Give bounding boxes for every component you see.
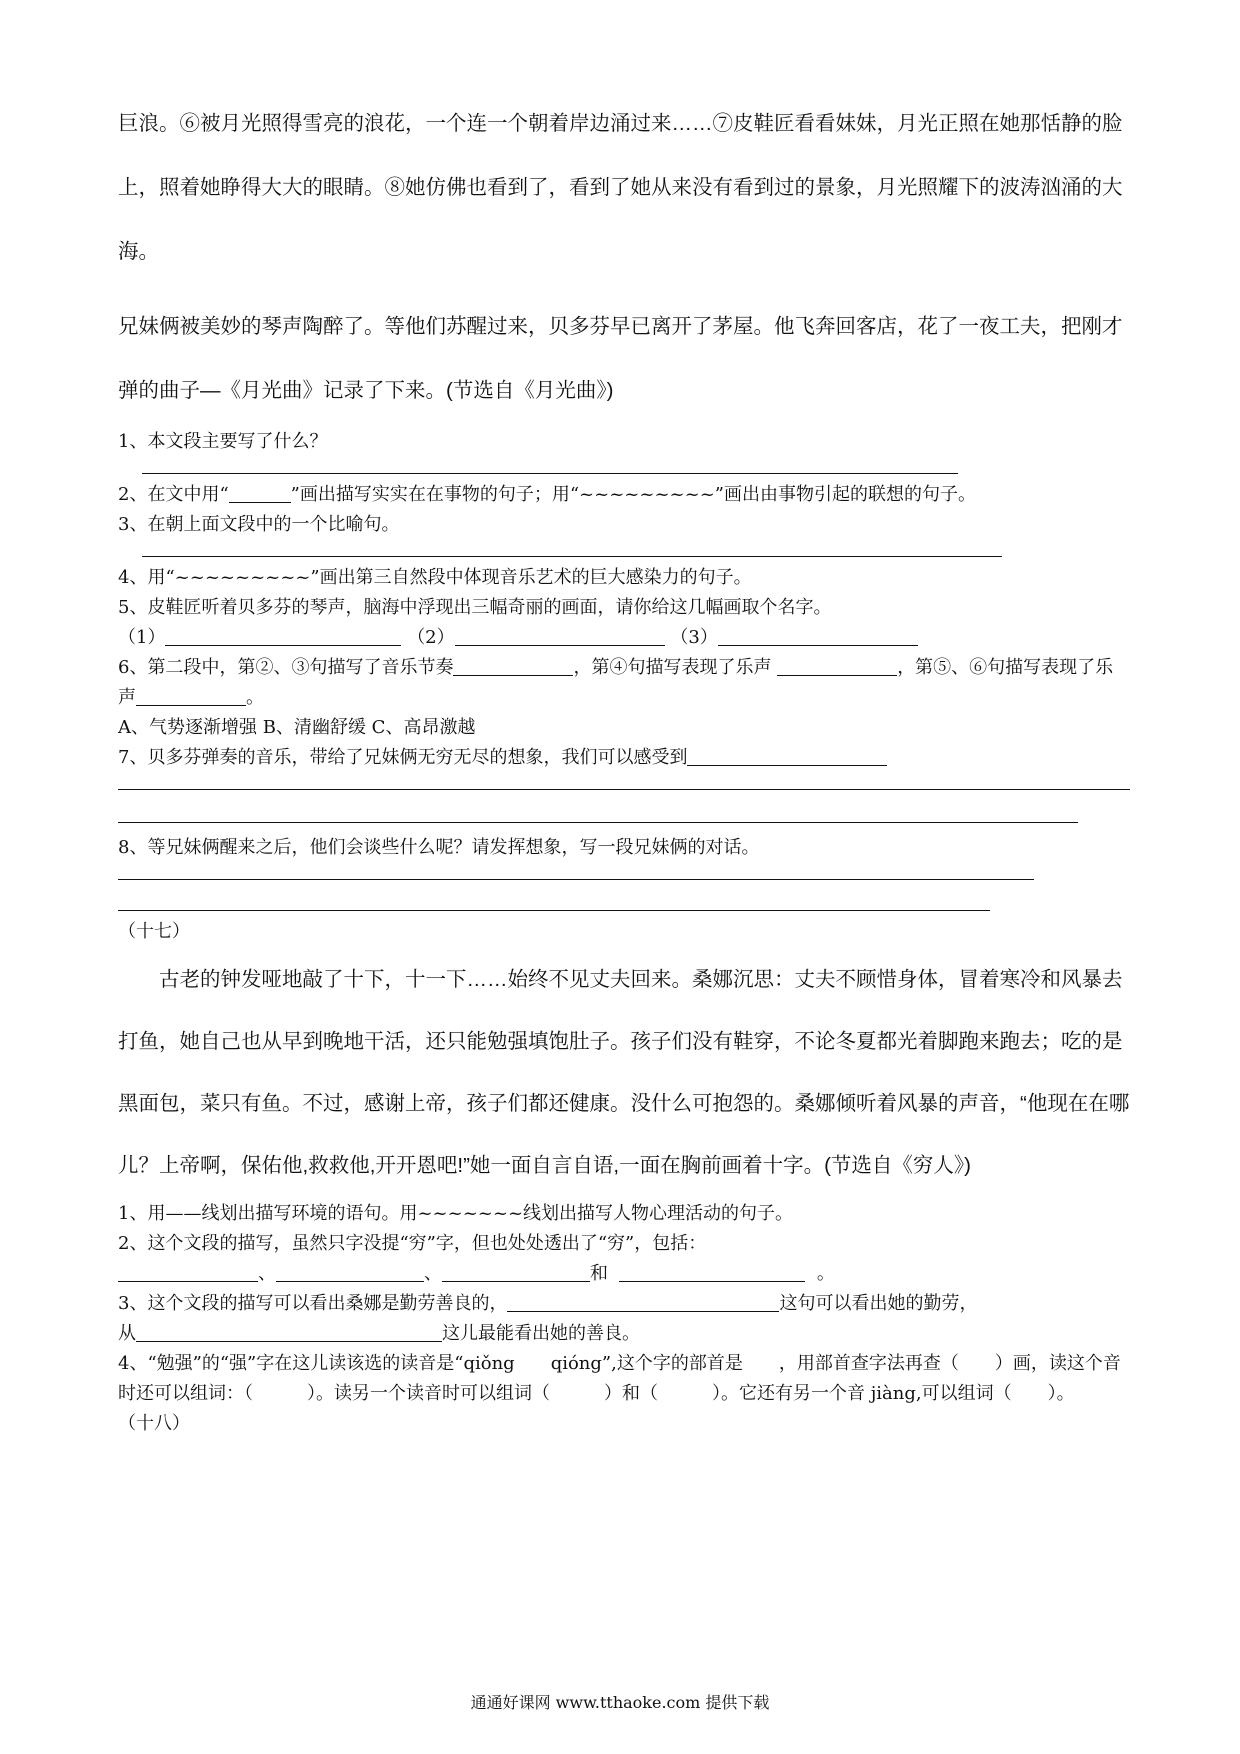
- question-text: 5、皮鞋匠听着贝多芬的琴声，脑海中浮现出三幅奇丽的画面，请你给这几幅画取个名字。: [118, 597, 832, 618]
- answer-blank: [619, 1261, 805, 1282]
- blank-label: （2）: [407, 627, 455, 648]
- question-text: [118, 653, 1130, 713]
- answer-blank: [136, 685, 246, 706]
- blank-label: （3）: [670, 627, 718, 648]
- answer-blank: [777, 655, 897, 676]
- question-part: 。: [246, 687, 264, 708]
- question-part: ”画出描写实实在在事物的句子；用“~~~~~~~~~”画出由事物引起的联想的句子。: [290, 484, 976, 505]
- page-footer: 通通好课网 www.tthaoke.com 提供下载: [470, 1693, 770, 1712]
- underline-sample: [229, 482, 291, 503]
- question-text: 1、本文段主要写了什么？: [118, 431, 328, 452]
- question-text: 4、用“~~~~~~~~~”画出第三自然段中体现音乐艺术的巨大感染力的句子。: [118, 567, 752, 588]
- question-part: 从: [118, 1323, 136, 1344]
- question-text: 2、这个文段的描写，虽然只字没提“穷”字，但也处处透出了“穷”，包括：: [118, 1233, 707, 1254]
- passage-paragraph: 古老的钟发哑地敲了十下，十一下……始终不见丈夫回来。桑娜沉思：丈夫不顾惜身体，冒着寒冷和风暴去打鱼，她自己也从早到晚地干活，还只能勉强填饱肚子。孩子们没有鞋穿，不论冬夏都光着脚跑来跑去；吃的是黑面包，菜只有鱼。不过，感谢上帝，孩子们都还健康。没什么可抱怨的。桑娜倾听着风暴的声音，“他现在在哪儿？上帝啊，保佑他,救救他,开开恩吧!”她一面自言自语,一面在胸前画着十字。(节选自《穷人》): [118, 968, 1130, 1177]
- question-part: ，第④句描写表现了乐声: [573, 657, 772, 678]
- answer-blank: [276, 1261, 424, 1282]
- answer-line: [142, 540, 1002, 557]
- passage-paragraph: 巨浪。⑥被月光照得雪亮的浪花，一个连一个朝着岸边涌过来……⑦皮鞋匠看看妹妹，月光正照在她那恬静的脸上，照着她睁得大大的眼睛。⑧她仿佛也看到了，看到了她从来没有看到过的景象，月光照耀下的波涛汹涌的大海。: [118, 112, 1123, 263]
- conjunction: 和: [590, 1263, 608, 1284]
- worksheet-page: [118, 104, 1130, 1439]
- section-heading: （十七）: [118, 921, 190, 942]
- answer-blank: [455, 625, 665, 646]
- answer-line: [118, 773, 1130, 790]
- passage-paragraph: 兄妹俩被美妙的琴声陶醉了。等他们苏醒过来，贝多芬早已离开了茅屋。他飞奔回客店，花了一夜工夫，把刚才弹的曲子—《月光曲》记录了下来。(节选自《月光曲》): [118, 315, 1123, 402]
- question-text: [118, 1319, 1130, 1349]
- blank-label: （1）: [118, 627, 166, 648]
- question-part: ，第⑤、⑥句描写表现了乐声: [118, 657, 1114, 708]
- answer-blank: [442, 1261, 590, 1282]
- answer-blank: [136, 1321, 442, 1342]
- question-options: A、气势逐渐增强 B、清幽舒缓 C、高昂激越: [118, 717, 476, 738]
- question-part: 这儿最能看出她的善良。: [442, 1323, 640, 1344]
- section-heading: （十八）: [118, 1413, 190, 1434]
- question-part: 2、在文中用“: [118, 484, 229, 505]
- answer-blank: [507, 1291, 779, 1312]
- answer-line: [118, 806, 1078, 823]
- question-text: 3、在朝上面文段中的一个比喻句。: [118, 514, 400, 535]
- question-text: [118, 743, 1130, 773]
- question-part: 3、这个文段的描写可以看出桑娜是勤劳善良的，: [118, 1293, 508, 1314]
- answer-blank: [453, 655, 573, 676]
- answer-line: [118, 894, 990, 911]
- question-text: 1、用——线划出描写环境的语句。用~~~~~~~线划出描写人物心理活动的句子。: [118, 1203, 794, 1224]
- question-text: 8、等兄妹俩醒来之后，他们会谈些什么呢？请发挥想象，写一段兄妹俩的对话。: [118, 837, 760, 858]
- question-text: [118, 1259, 1130, 1289]
- answer-blank: [165, 625, 401, 646]
- question-part: 7、贝多芬弹奏的音乐，带给了兄妹俩无穷无尽的想象，我们可以感受到: [118, 747, 688, 768]
- separator: 、: [258, 1263, 276, 1284]
- question-text: 4、“勉强”的“强”字在这儿读该选的读音是“qiǒng qióng”,这个字的部首是 ，用部首查字法再查（ ）画，读这个音时还可以组词：（ ）。读另一个读音时可以组词（ ）和（ ）。它还有另一个音 jiàng,可以组词（ ）。: [118, 1353, 1121, 1404]
- separator: 、: [424, 1263, 442, 1284]
- question-text: [118, 1289, 1130, 1319]
- answer-line: [142, 457, 958, 474]
- question-part: 6、第二段中，第②、③句描写了音乐节奏: [118, 657, 454, 678]
- answer-blank: [687, 745, 887, 766]
- answer-blank: [718, 625, 918, 646]
- question-part: 这句可以看出她的勤劳，: [779, 1293, 978, 1314]
- answer-blank: [118, 1261, 258, 1282]
- question-text: [118, 623, 1130, 653]
- answer-line: [118, 863, 1034, 880]
- question-text: [118, 480, 1130, 510]
- question-part: 。: [816, 1263, 835, 1284]
